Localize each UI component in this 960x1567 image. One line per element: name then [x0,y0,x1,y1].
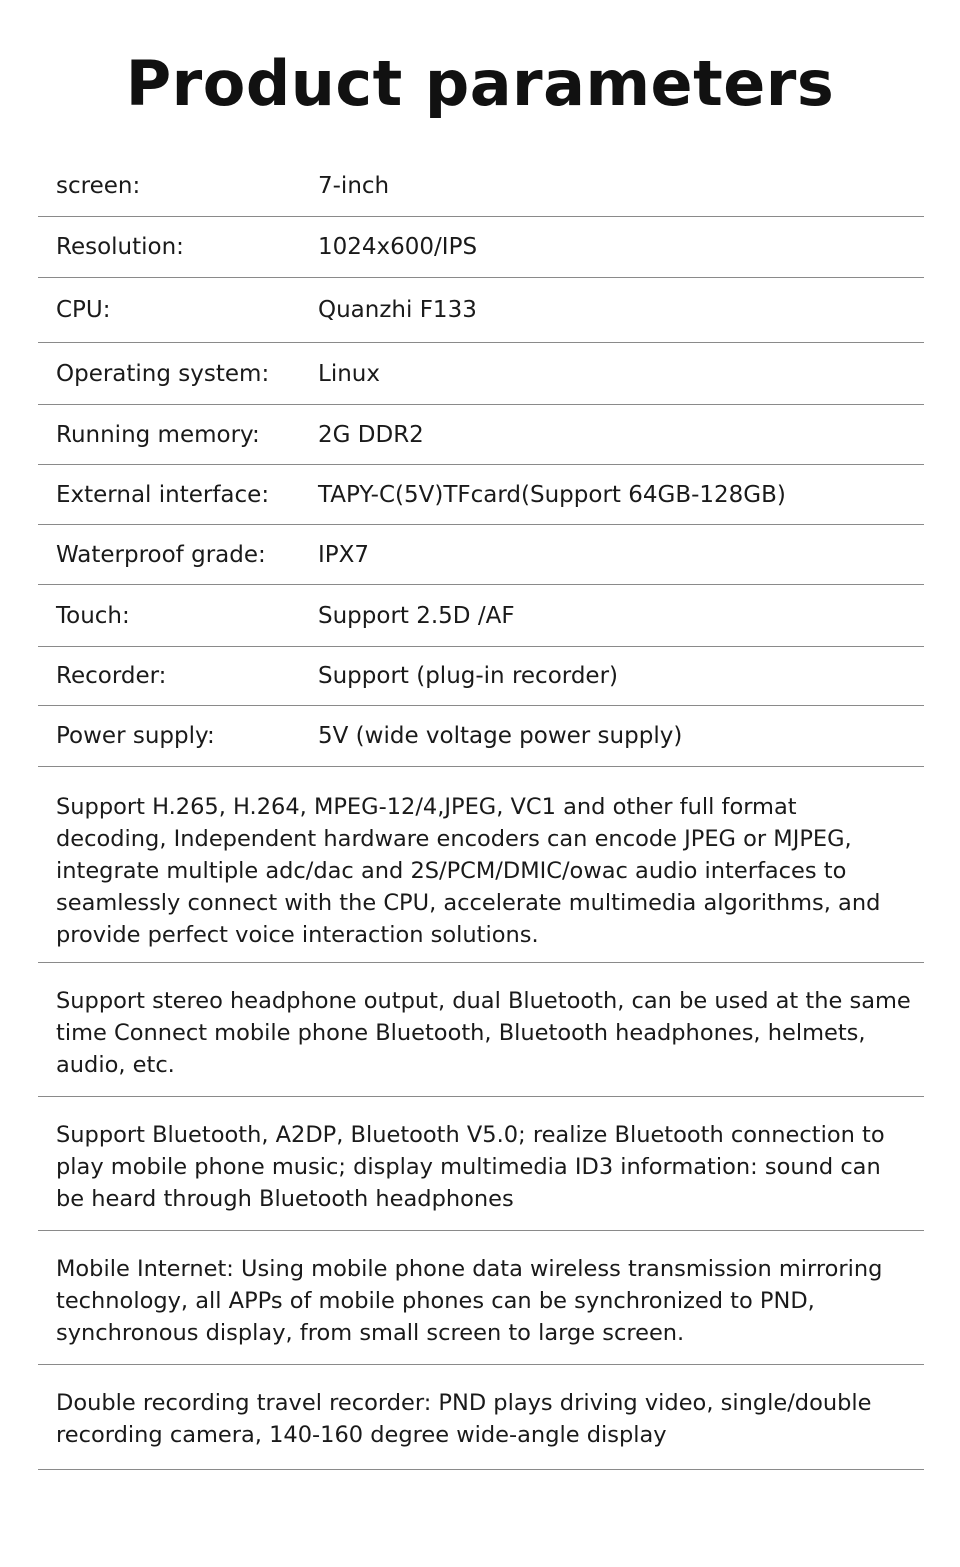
spec-label: Operating system: [56,360,270,387]
description-text: Double recording travel recorder: PND plays driving video, single/double recording camera, 140-160 degree wide-angle display [56,1390,872,1448]
feature-description-mobile-internet [38,1253,924,1365]
description-text: Support Bluetooth, A2DP, Bluetooth V5.0; realize Bluetooth connection to play mobile phone music; display multimedia ID3 information: sound can be heard through Bluetooth headphones [56,1122,885,1212]
spec-value: 5V (wide voltage power supply) [318,723,683,749]
spec-label: Power supply: [56,723,215,749]
description-text: Support stereo headphone output, dual Bluetooth, can be used at the same time Connect mobile phone Bluetooth, Bluetooth headphones, helmets, audio, etc. [56,988,911,1078]
spec-row-resolution [38,217,924,278]
spec-label: External interface: [56,481,270,508]
spec-value: 1024x600/IPS [318,234,478,260]
spec-row-waterproof-grade [38,525,924,585]
feature-description-decoding [38,790,924,963]
spec-label: Resolution: [56,234,184,260]
spec-row-recorder [38,647,924,706]
spec-row-external-interface [38,465,924,525]
spec-label: Recorder: [56,663,167,689]
spec-value: Support 2.5D /AF [318,602,515,629]
description-text: Support H.265, H.264, MPEG-12/4,JPEG, VC1 and other full format decoding, Independent hardware encoders can encode JPEG or MJPEG, integrate multiple adc/dac and 2S/PCM/DMIC/owac audio interfaces to seamlessly connect with the CPU, accelerate multimedia algorithms, and provide perfect voice interaction solutions. [56,794,881,948]
spec-value: Linux [318,360,380,387]
spec-label: Touch: [56,602,130,629]
spec-value: IPX7 [318,541,370,568]
feature-description-headphone [38,985,924,1097]
spec-value: TAPY-C(5V)TFcard(Support 64GB-128GB) [318,481,786,508]
spec-row-screen [38,156,924,217]
page-title: Product parameters [125,47,835,120]
spec-label: CPU: [56,297,111,323]
spec-table [38,156,924,767]
description-text: Mobile Internet: Using mobile phone data wireless transmission mirroring technology, all APPs of mobile phones can be synchronized to PND, synchronous display, from small screen to large screen. [56,1256,883,1346]
feature-description-recorder [38,1387,924,1470]
spec-row-running-memory [38,405,924,465]
spec-value: 7-inch [318,173,390,199]
spec-row-touch [38,585,924,647]
spec-value: Quanzhi F133 [318,297,477,323]
spec-label: Waterproof grade: [56,541,266,568]
spec-row-operating-system [38,343,924,405]
spec-label: screen: [56,173,141,199]
spec-label: Running memory: [56,421,260,448]
spec-value: Support (plug-in recorder) [318,663,618,689]
feature-description-bluetooth [38,1119,924,1231]
spec-row-power-supply [38,706,924,767]
spec-row-cpu [38,278,924,343]
spec-value: 2G DDR2 [318,421,424,448]
